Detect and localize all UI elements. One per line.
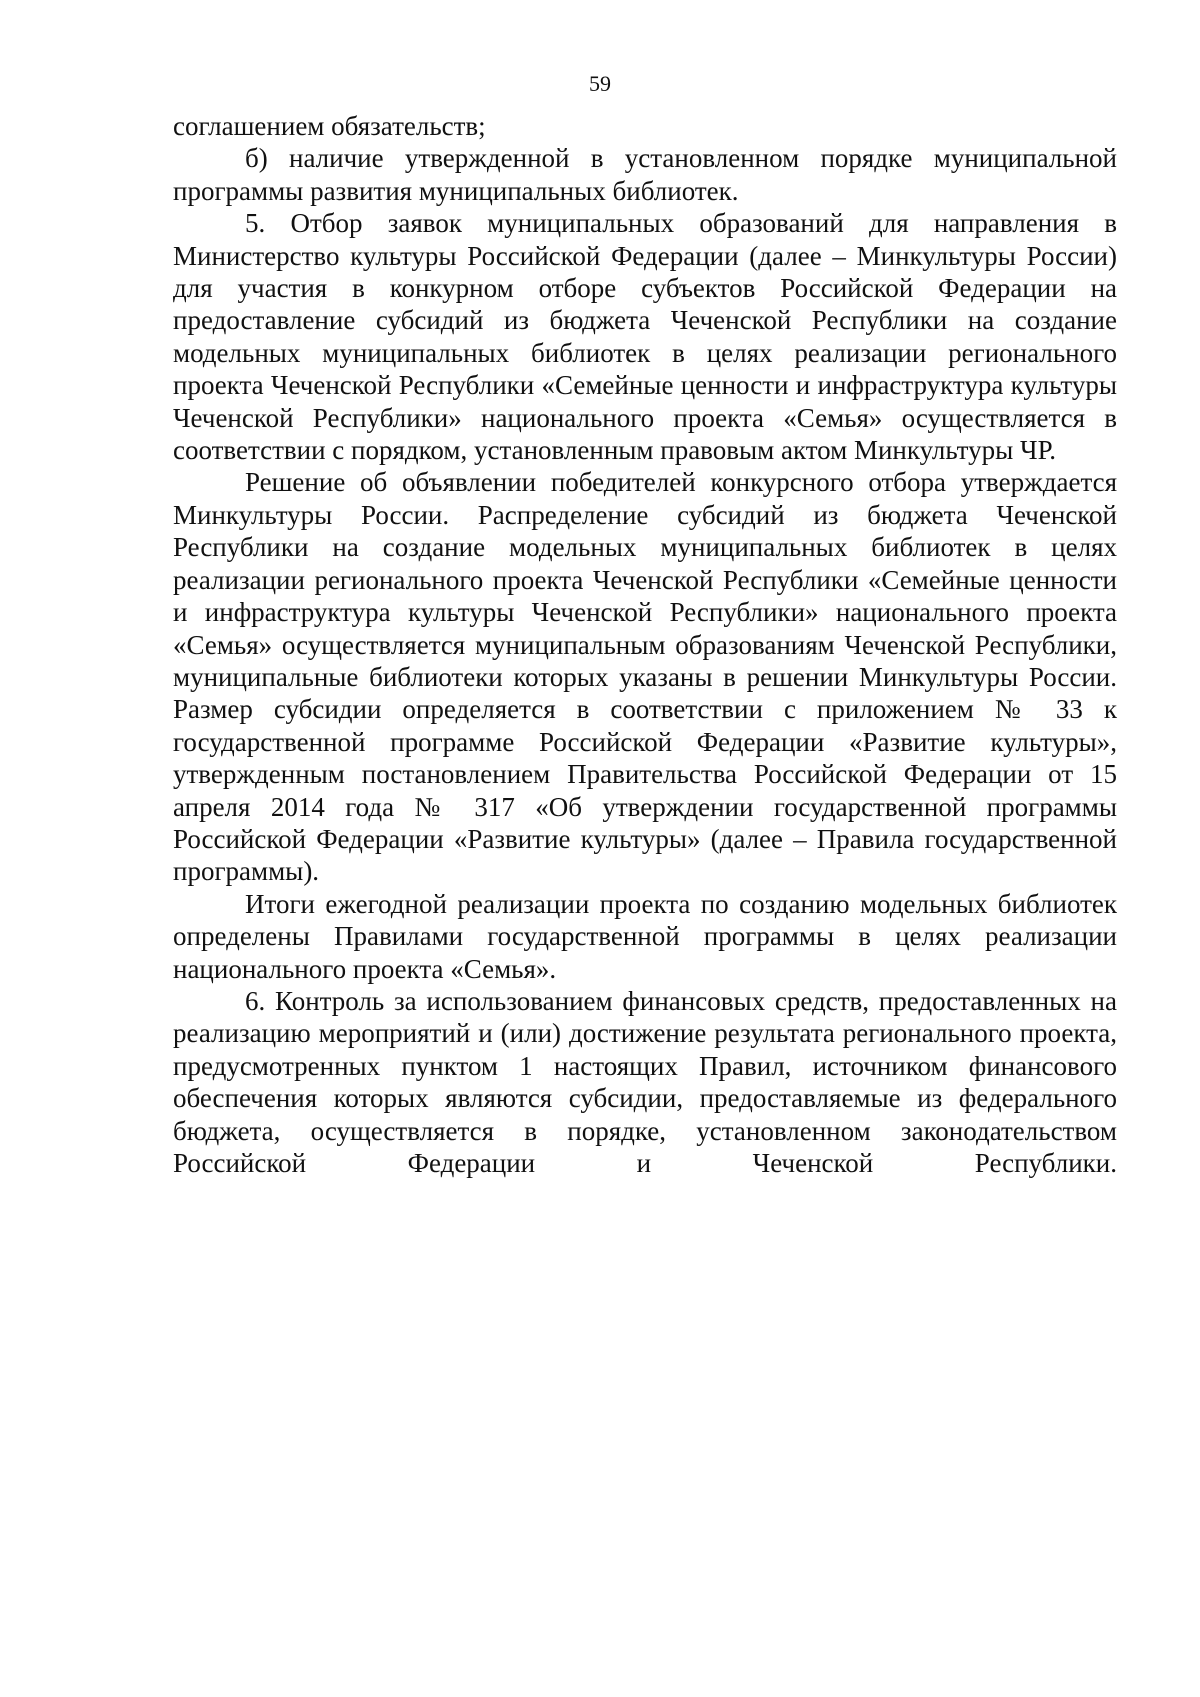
paragraph-item-6: 6. Контроль за использованием финансовых средств, предоставленных на реализацию мероприятий и (или) достижение результата регионального проекта, предусмотренных пунктом 1 настоящих Правил, источником финансового обеспечения которых являются субсидии, предоставляемые из федерального бюджета, осуществляется в порядке, установленном законодательством Российской Федерации и Чеченской Республики. (173, 985, 1117, 1178)
paragraph-item-b: б) наличие утвержденной в установленном порядке муниципальной программы развития муниципальных библиотек. (173, 143, 1117, 206)
page-number: 59 (589, 71, 611, 96)
paragraph-decision: Решение об объявлении победителей конкурсного отбора утверждается Минкультуры России. Распределение субсидий из бюджета Чеченской Республики на создание модельных муниципальных библиотек в целях реализации регионального проекта Чеченской Республики «Семейные ценности и инфраструктура культуры Чеченской Республики» национального проекта «Семья» осуществляется муниципальным образованиям Чеченской Республики, муниципальные библиотеки которых указаны в решении Минкультуры России. Размер субсидии определяется в соответствии с приложением № 33 к государственной программе Российской Федерации «Развитие культуры», утвержденным постановлением Правительства Российской Федерации от 15 апреля 2014 года № 317 «Об утверждении государственной программы Российской Федерации «Развитие культуры» (далее – Правила государственной программы). (173, 467, 1117, 887)
paragraph-continuation: соглашением обязательств; (173, 111, 486, 141)
document-body (173, 110, 1117, 1179)
paragraph-item-5: 5. Отбор заявок муниципальных образований для направления в Министерство культуры Российской Федерации (далее – Минкультуры России) для участия в конкурном отборе субъектов Российской Федерации на предоставление субсидий из бюджета Чеченской Республики на создание модельных муниципальных библиотек в целях реализации регионального проекта Чеченской Республики «Семейные ценности и инфраструктура культуры Чеченской Республики» национального проекта «Семья» осуществляется в соответствии с порядком, установленным правовым актом Минкультуры ЧР. (173, 208, 1117, 466)
paragraph-results: Итоги ежегодной реализации проекта по созданию модельных библиотек определены Правилами государственной программы в целях реализации национального проекта «Семья». (173, 888, 1117, 984)
